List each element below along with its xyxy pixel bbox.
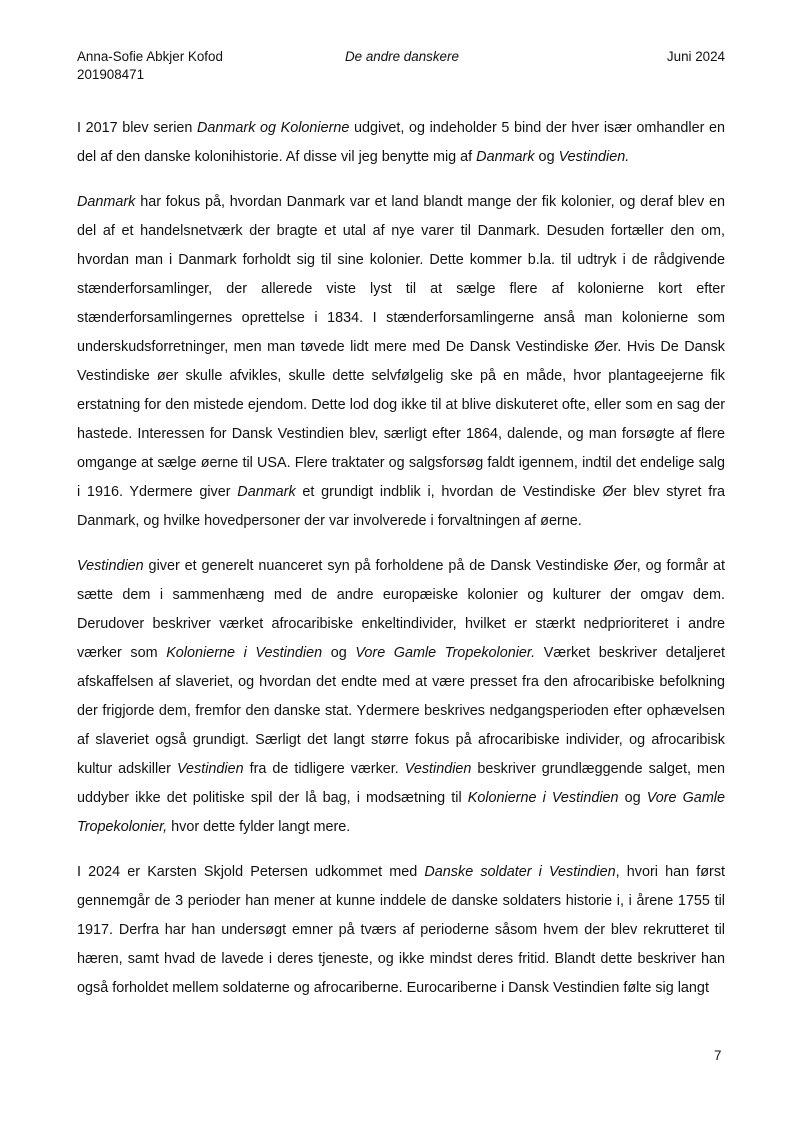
- text-run: har fokus på, hvordan Danmark var et land blandt mange der fik kolonier, og deraf blev en del af et handelsnetværk der bragte et utal af nye varer til Danmark. Desuden fortæller den om, hvordan man i Danmark forholdt sig til sine kolonier. Dette kommer b.la. til udtryk i de rådgivende stænderforsamlinger, der allerede viste lyst til at sælge flere af kolonierne kort efter stænderforsamlingernes oprettelse i 1834. I stænderforsamlingerne anså man kolonierne som underskudsforretninger, men man tøvede lidt mere med De Dansk Vestindiske Øer. Hvis De Dansk Vestindiske øer skulle afvikles, skulle dette selvfølgelig ske på en måde, hvor plantageejerne fik erstatning for den mistede ejendom. Dette lod dog ikke til at blive diskuteret ofte, eller som en sag der hastede. Interessen for Dansk Vestindien blev, særligt efter 1864, dalende, og man forsøgte af flere omgange at sælge øerne til USA. Flere traktater og salgsforsøg faldt igennem, indtil det endelige salg i 1916. Ydermere giver: [77, 194, 725, 500]
- paragraph: [77, 552, 725, 842]
- italic-title: Danske soldater i Vestindien: [424, 864, 616, 880]
- paragraph: [77, 188, 725, 536]
- italic-title: Vore Gamle Tropekolonier,: [77, 790, 726, 835]
- italic-title: Vestindien: [77, 558, 144, 574]
- document-date: Juni 2024: [666, 49, 725, 64]
- text-run: , hvori han først gennemgår de 3 perioder han mener at kunne inddele de danske soldaters historie i, i årene 1755 til 1917. Derfra har han undersøgt emner på tværs af perioderne såsom hvem der blev rekrutteret til hæren, samt hvad de lavede i deres tjeneste, og ikke mindst deres fritid. Blandt dette beskriver han også forholdet mellem soldaterne og afrocariberne. Eurocariberne i Dansk Vestindien følte sig langt: [77, 864, 726, 996]
- italic-title: Kolonierne i Vestindien: [166, 645, 323, 661]
- italic-title: Danmark: [237, 484, 296, 500]
- italic-title: Danmark og Kolonierne: [197, 120, 350, 136]
- italic-title: Vestindien: [176, 761, 244, 777]
- italic-title: Vestindien: [404, 761, 472, 777]
- italic-title: Kolonierne i Vestindien: [467, 790, 619, 806]
- text-run: I 2017 blev serien: [77, 120, 198, 136]
- italic-title: Vore Gamle Tropekolonier.: [355, 645, 536, 661]
- italic-title: Danmark: [476, 149, 535, 165]
- page-number: 7: [714, 1048, 722, 1063]
- body-text: [77, 114, 725, 1019]
- text-run: hvor dette fylder langt mere.: [167, 819, 351, 835]
- text-run: Værket beskriver detaljeret afskaffelsen af slaveriet, og hvordan det endte med at være presset fra den afrocaribiske befolkning der frigjorde dem, fremfor den danske stat. Ydermere beskrives nedgangsperioden efter ophævelsen af slaveriet også grundigt. Særligt det langt større fokus på afrocaribiske individer, og afrocaribisk kultur adskiller: [77, 645, 725, 777]
- paragraph: [77, 858, 725, 1003]
- document-title: De andre danskere: [345, 49, 459, 64]
- student-id: 201908471: [77, 67, 145, 82]
- text-run: og: [322, 645, 356, 661]
- text-run: beskriver grundlæggende salget, men uddyber ikke det politiske spil der lå bag, i modsætning til: [77, 761, 725, 806]
- paragraph: [77, 114, 725, 172]
- text-run: og: [534, 149, 559, 165]
- text-run: et grundigt indblik i, hvordan de Vestindiske Øer blev styret fra Danmark, og hvilke hovedpersoner der var involverede i forvaltningen af øerne.: [77, 484, 725, 529]
- italic-title: Vestindien.: [558, 149, 630, 165]
- text-run: og: [618, 790, 647, 806]
- text-run: I 2024 er Karsten Skjold Petersen udkommet med: [77, 864, 425, 880]
- text-run: fra de tidligere værker.: [243, 761, 405, 777]
- text-run: giver et generelt nuanceret syn på forholdene på de Dansk Vestindiske Øer, og formår at sætte dem i sammenhæng med de andre europæiske kolonier og kulturer der omgav dem. Derudover beskriver værket afrocaribiske enkeltindivider, hvilket er stærkt nedprioriteret i andre værker som: [77, 558, 725, 661]
- italic-title: Danmark: [77, 194, 136, 210]
- text-run: udgivet, og indeholder 5 bind der hver især omhandler en del af den danske kolonihistorie. Af disse vil jeg benytte mig af: [77, 120, 726, 165]
- author-name: Anna-Sofie Abkjer Kofod: [77, 49, 223, 64]
